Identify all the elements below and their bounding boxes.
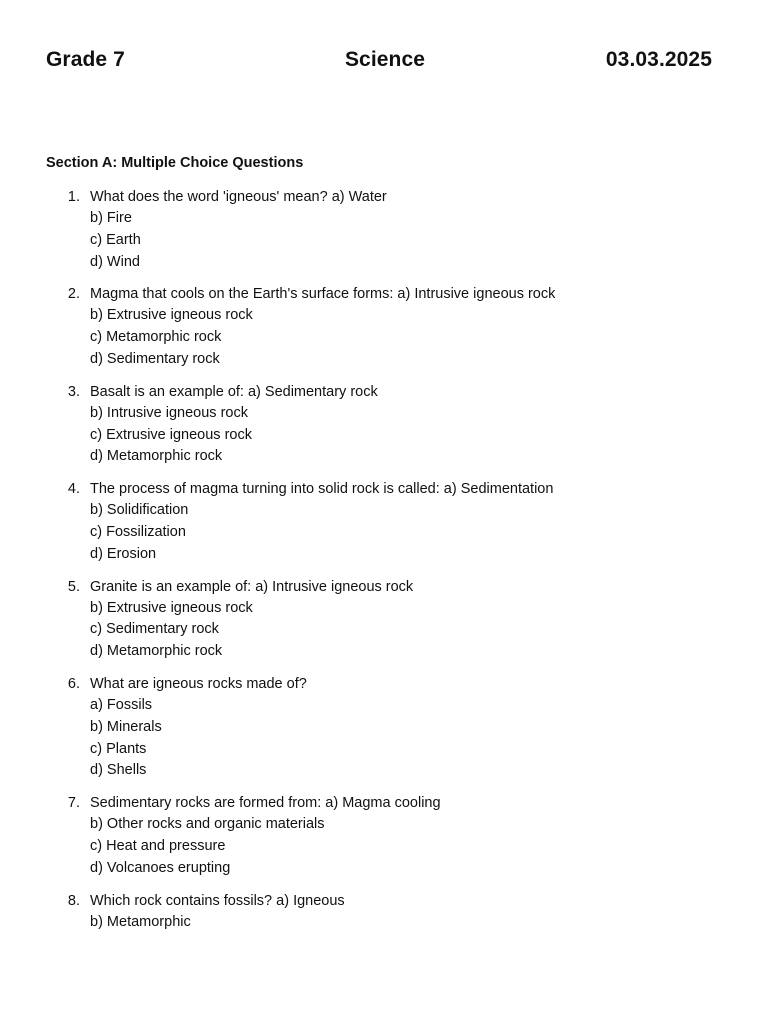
question-number: 6. bbox=[67, 675, 80, 692]
answer-option: a) Fossils bbox=[90, 696, 153, 713]
question-number: 1. bbox=[67, 189, 80, 205]
question-text: What are igneous rocks made of? bbox=[90, 675, 307, 692]
question-text: Which rock contains fossils? a) Igneous bbox=[90, 892, 345, 909]
question-number: 2. bbox=[67, 286, 80, 303]
answer-option: d) Sedimentary rock bbox=[90, 350, 220, 367]
answer-option: d) Metamorphic rock bbox=[90, 448, 223, 465]
question-item bbox=[46, 381, 726, 468]
answer-option: c) Plants bbox=[90, 740, 147, 757]
question-number: 7. bbox=[67, 795, 80, 812]
section-title: Section A: Multiple Choice Questions bbox=[46, 155, 304, 171]
question-text: What does the word 'igneous' mean? a) Water bbox=[90, 189, 387, 205]
question-list bbox=[46, 186, 726, 943]
answer-option: d) Erosion bbox=[90, 545, 157, 562]
question-text: Granite is an example of: a) Intrusive igneous rock bbox=[90, 578, 414, 595]
answer-option: b) Intrusive igneous rock bbox=[90, 404, 248, 421]
answer-option: b) Extrusive igneous rock bbox=[90, 307, 253, 324]
answer-option: c) Sedimentary rock bbox=[90, 621, 219, 638]
question-item bbox=[46, 890, 726, 934]
answer-option: d) Volcanoes erupting bbox=[90, 859, 231, 876]
subject-title: Science bbox=[344, 48, 426, 71]
date-label: 03.03.2025 bbox=[605, 48, 712, 71]
answer-option: d) Wind bbox=[90, 253, 140, 270]
question-item bbox=[46, 673, 726, 782]
question-item bbox=[46, 186, 726, 273]
answer-option: d) Shells bbox=[90, 762, 147, 779]
answer-option: c) Metamorphic rock bbox=[90, 329, 222, 346]
answer-option: c) Earth bbox=[90, 231, 141, 248]
question-number: 3. bbox=[67, 383, 80, 400]
question-text: Basalt is an example of: a) Sedimentary rock bbox=[90, 383, 378, 400]
answer-option: b) Extrusive igneous rock bbox=[90, 599, 253, 616]
question-item bbox=[46, 283, 726, 370]
question-text: Magma that cools on the Earth's surface forms: a) Intrusive igneous rock bbox=[90, 286, 556, 303]
question-text: The process of magma turning into solid rock is called: a) Sedimentation bbox=[90, 481, 554, 498]
question-number: 4. bbox=[67, 481, 80, 498]
answer-option: b) Minerals bbox=[90, 718, 162, 735]
question-number: 5. bbox=[67, 578, 80, 595]
question-item bbox=[46, 792, 726, 879]
question-text: Sedimentary rocks are formed from: a) Magma cooling bbox=[90, 795, 441, 812]
answer-option: b) Fire bbox=[90, 210, 132, 226]
answer-option: c) Fossilization bbox=[90, 523, 186, 540]
grade-label: Grade 7 bbox=[46, 48, 125, 71]
answer-option: c) Extrusive igneous rock bbox=[90, 426, 252, 443]
worksheet-header bbox=[46, 48, 712, 76]
question-item bbox=[46, 478, 726, 565]
answer-option: b) Other rocks and organic materials bbox=[90, 816, 325, 833]
answer-option: b) Metamorphic bbox=[90, 913, 191, 930]
question-item bbox=[46, 576, 726, 663]
question-number: 8. bbox=[67, 892, 80, 909]
answer-option: c) Heat and pressure bbox=[90, 837, 226, 854]
answer-option: d) Metamorphic rock bbox=[90, 643, 223, 660]
answer-option: b) Solidification bbox=[90, 502, 189, 519]
